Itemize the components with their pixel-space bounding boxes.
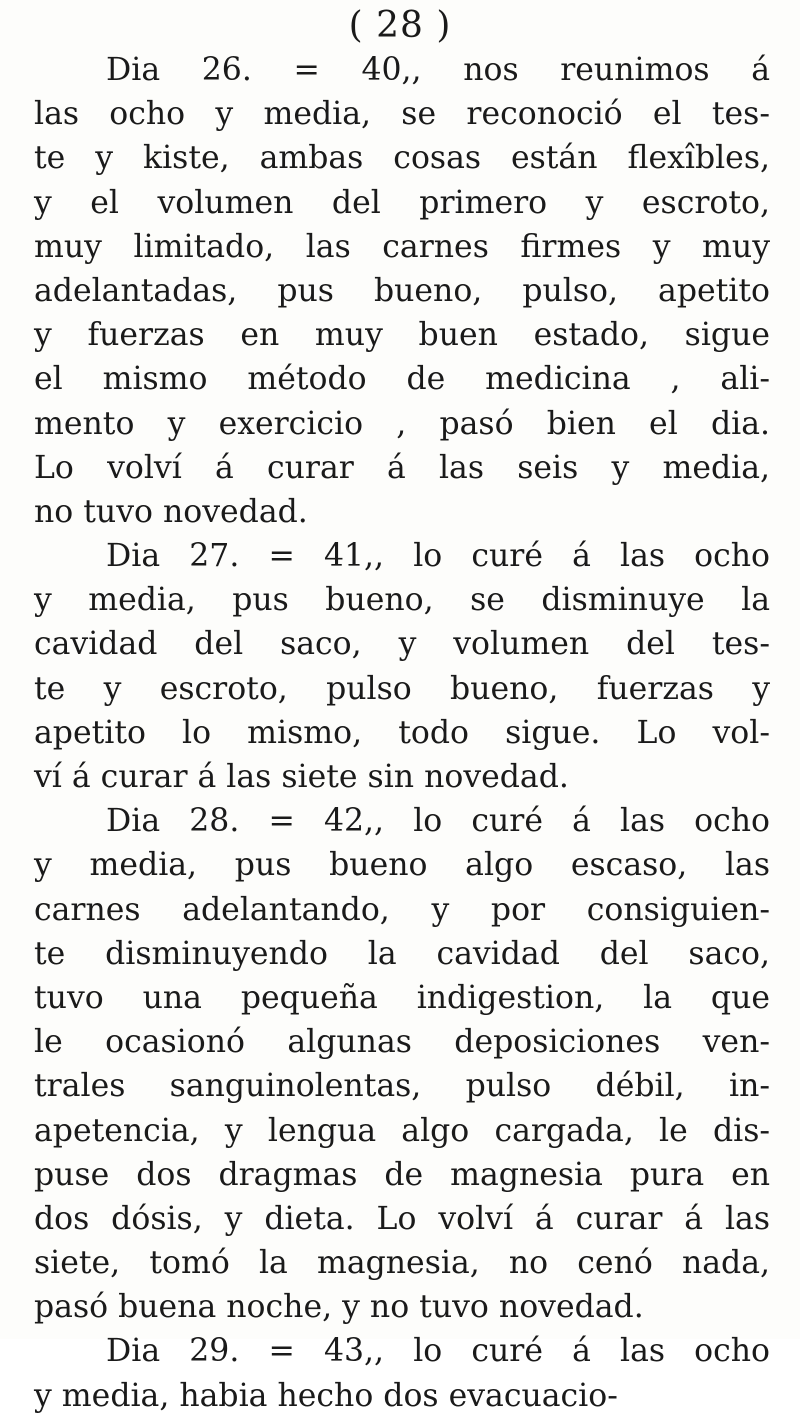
- text-line: puse dos dragmas de magnesia pura en: [34, 1156, 770, 1193]
- text-line: Dia 28. = 42,, lo curé á las ocho: [106, 803, 770, 840]
- text-line: Dia 29. = 43,, lo curé á las ocho: [106, 1333, 770, 1370]
- text-line: te disminuyendo la cavidad del saco,: [34, 935, 770, 972]
- text-line: apetito lo mismo, todo sigue. Lo vol-: [34, 714, 770, 751]
- text-line: las ocho y media, se reconoció el tes-: [34, 96, 770, 133]
- text-line: y fuerzas en muy buen estado, sigue: [34, 317, 770, 354]
- text-line: adelantadas, pus bueno, pulso, apetito: [34, 272, 770, 309]
- text-line: carnes adelantando, y por consiguien-: [34, 891, 770, 928]
- text-line: Dia 26. = 40,, nos reunimos á: [106, 52, 770, 88]
- text-line: y media, pus bueno algo escaso, las: [34, 847, 770, 884]
- text-line: y media, pus bueno, se disminuye la: [34, 582, 770, 619]
- text-line: apetencia, y lengua algo cargada, le dis-: [34, 1112, 770, 1149]
- text-line: ví á curar á las siete sin novedad.: [34, 759, 569, 795]
- text-line: Dia 27. = 41,, lo curé á las ocho: [106, 538, 770, 575]
- text-line: te y kiste, ambas cosas están flexîbles,: [34, 140, 770, 177]
- text-line: dos dósis, y dieta. Lo volví á curar á las: [34, 1200, 770, 1237]
- text-line: y media, habia hecho dos evacuacio-: [34, 1377, 618, 1414]
- text-line: muy limitado, las carnes firmes y muy: [34, 228, 770, 265]
- text-line: te y escroto, pulso bueno, fuerzas y: [34, 670, 770, 707]
- text-line: siete, tomó la magnesia, no cenó nada,: [34, 1245, 770, 1282]
- page-number: ( 28 ): [348, 5, 452, 46]
- text-line: tuvo una pequeña indigestion, la que: [34, 979, 770, 1016]
- text-line: trales sanguinolentas, pulso débil, in-: [34, 1068, 770, 1105]
- text-line: el mismo método de medicina , ali-: [34, 361, 770, 398]
- text-line: pasó buena noche, y no tuvo novedad.: [34, 1289, 644, 1326]
- text-line: no tuvo novedad.: [34, 493, 308, 530]
- text-line: Lo volví á curar á las seis y media,: [34, 449, 770, 486]
- text-line: le ocasionó algunas deposiciones ven-: [34, 1024, 770, 1061]
- body-text: [34, 48, 770, 1418]
- text-line: y el volumen del primero y escroto,: [34, 184, 770, 221]
- text-line: cavidad del saco, y volumen del tes-: [34, 626, 770, 663]
- text-line: mento y exercicio , pasó bien el dia.: [34, 405, 770, 442]
